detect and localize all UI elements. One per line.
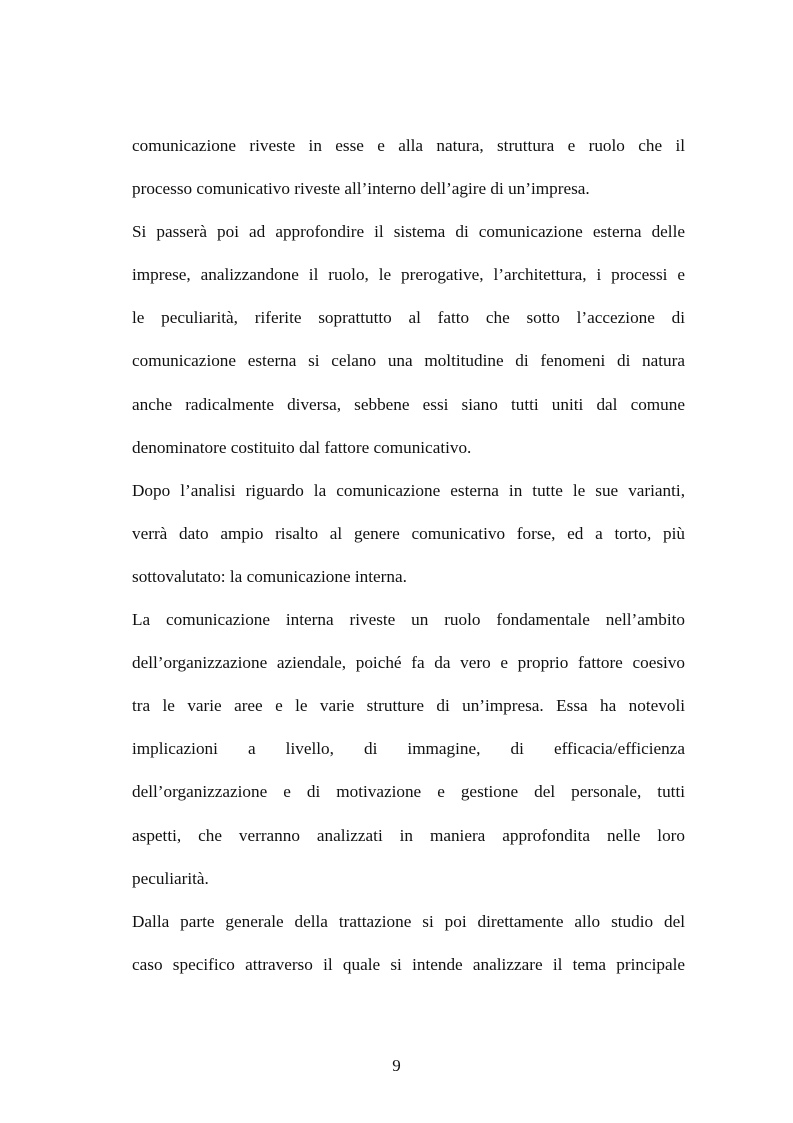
text-line: caso specifico attraverso il quale si intende analizzare il tema principale [132,954,685,974]
page-number: 9 [392,1056,401,1075]
text-line: Si passerà poi ad approfondire il sistema di comunicazione esterna delle [132,222,685,242]
text-line: comunicazione esterna si celano una moltitudine di fenomeni di natura [132,351,685,371]
text-line: verrà dato ampio risalto al genere comunicativo forse, ed a torto, più [132,523,685,543]
text-line: denominatore costituito dal fattore comunicativo. [132,437,472,457]
text-line: Dalla parte generale della trattazione si poi direttamente allo studio del [132,911,685,931]
body-text [132,124,685,986]
text-line: imprese, analizzandone il ruolo, le prerogative, l’architettura, i processi e [132,265,685,285]
text-line: sottovalutato: la comunicazione interna. [132,566,407,586]
text-line: dell’organizzazione aziendale, poiché fa da vero e proprio fattore coesivo [132,653,685,673]
text-line: comunicazione riveste in esse e alla natura, struttura e ruolo che il [132,136,685,155]
text-line: Dopo l’analisi riguardo la comunicazione esterna in tutte le sue varianti, [132,480,685,500]
text-line: anche radicalmente diversa, sebbene essi siano tutti uniti dal comune [132,394,685,414]
text-line: tra le varie aree e le varie strutture di un’impresa. Essa ha notevoli [132,696,685,716]
text-line: implicazioni a livello, di immagine, di efficacia/efficienza [132,739,685,759]
text-line: peculiarità. [132,868,209,888]
text-line: processo comunicativo riveste all’interno dell’agire di un’impresa. [132,179,590,199]
text-line: La comunicazione interna riveste un ruolo fondamentale nell’ambito [132,610,685,630]
text-line: dell’organizzazione e di motivazione e gestione del personale, tutti [132,782,685,802]
text-line: le peculiarità, riferite soprattutto al fatto che sotto l’accezione di [132,308,685,328]
text-line: aspetti, che verranno analizzati in maniera approfondita nelle loro [132,825,685,845]
